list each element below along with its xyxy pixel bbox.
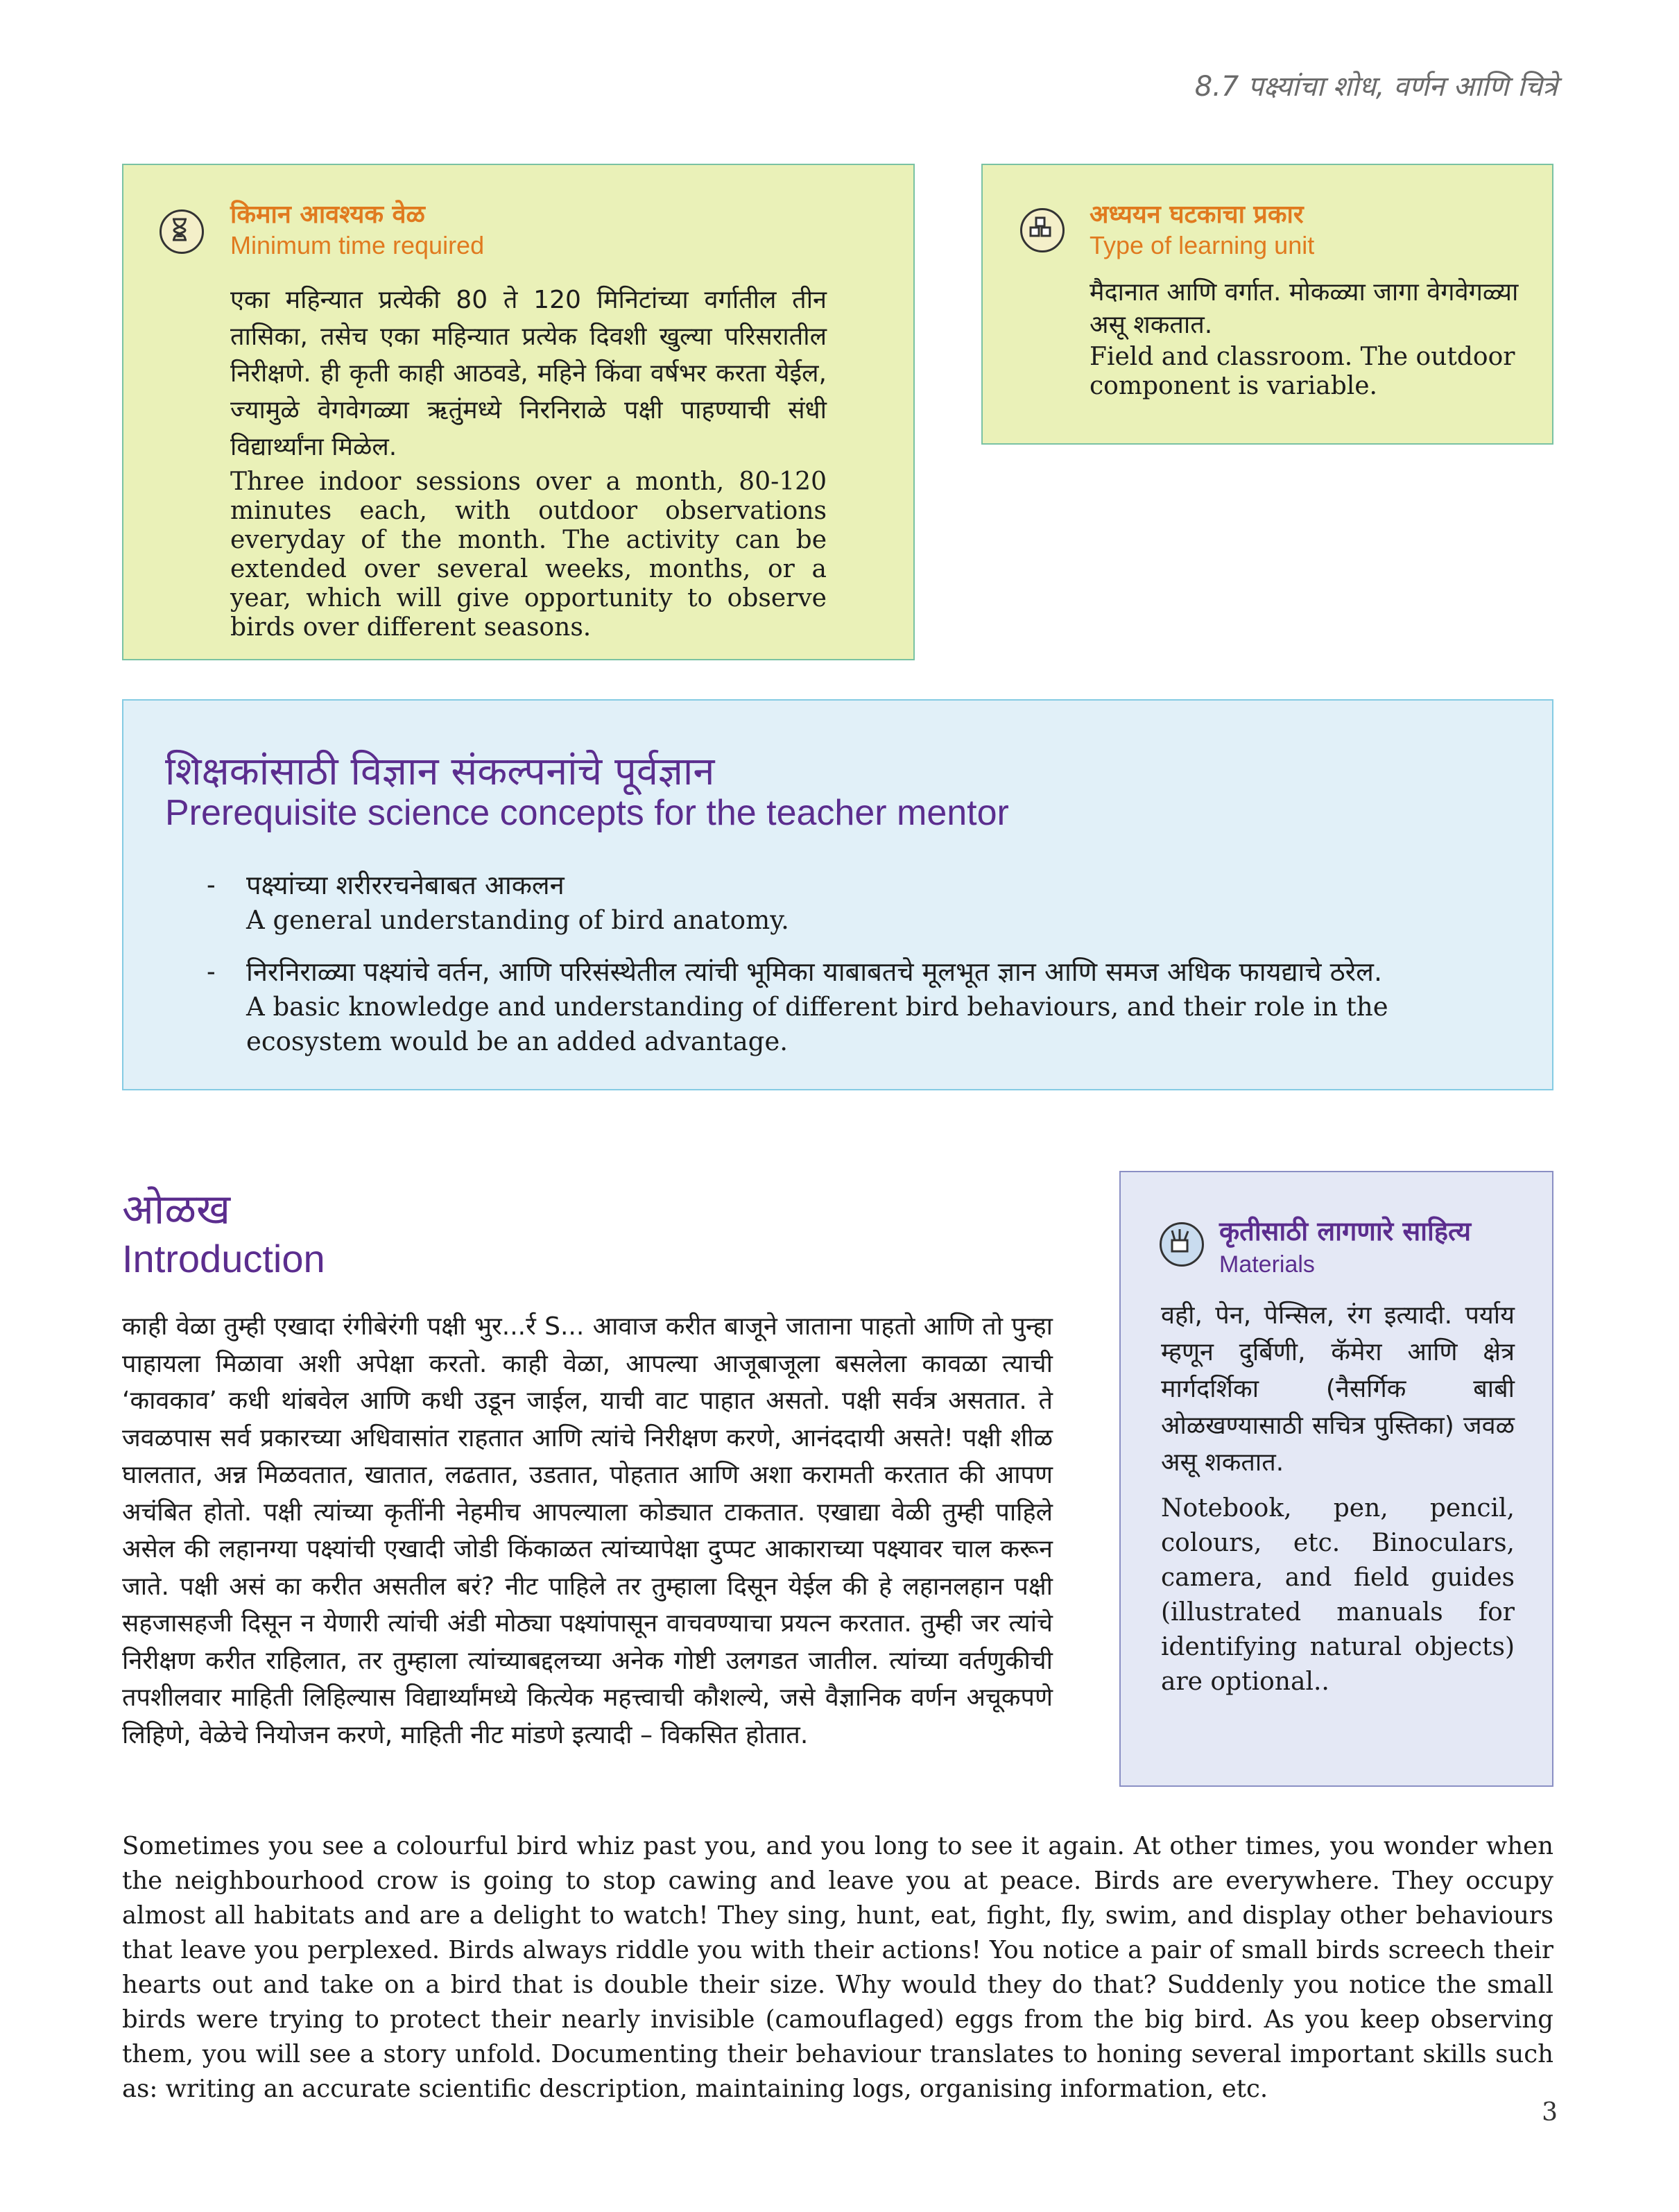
time-title-mr: किमान आवश्यक वेळ bbox=[230, 200, 425, 229]
materials-title-en: Materials bbox=[1219, 1251, 1315, 1278]
materials-title-mr: कृतीसाठी लागणारे साहित्य bbox=[1219, 1216, 1472, 1246]
prereq-item-1-en: A general understanding of bird anatomy. bbox=[246, 905, 789, 935]
intro-title-mr: ओळख bbox=[122, 1185, 231, 1234]
prereq-bullet-1: - bbox=[207, 871, 216, 900]
intro-body-en: Sometimes you see a colourful bird whiz past you, and you long to see it again. At other times, you wonder when the neighbourhood crow is going to stop cawing and leave you at peace. Birds are everywhere. They occupy almost all habitats and are a delight to watch! They sing, hunt, eat, fight, fly, swim, and display other behaviours that leave you perplexed. Birds always riddle you with their actions! You notice a pair of small birds screech their hearts out and take on a bird that is double their size. Why would they do that? Suddenly you notice the small birds were trying to protect their nearly invisible (camouflaged) eggs from the big bird. As you keep observing them, you will see a story unfold. Documenting their behaviour translates to honing several important skills such as: writing an accurate scientific description, maintaining logs, organising information, etc. bbox=[122, 1832, 1553, 2103]
time-title-en: Minimum time required bbox=[230, 231, 485, 259]
materials-body-mr: वही, पेन, पेन्सिल, रंग इत्यादी. पर्याय म्हणून दुर्बिणी, कॅमेरा आणि क्षेत्र मार्गदर्शिका (नैसर्गिक बाबी ओळखण्यासाठी सचित्र पुस्तिका) जवळ असू शकतात. bbox=[1161, 1301, 1515, 1477]
time-body-en: Three indoor sessions over a month, 80-120 minutes each, with outdoor observations everyday of the month. The activity can be extended over several weeks, months, or a year, which will give opportunity to observe birds over different seasons. bbox=[230, 468, 827, 642]
unit-title-en: Type of learning unit bbox=[1090, 231, 1315, 259]
prereq-title-en: Prerequisite science concepts for the teacher mentor bbox=[165, 793, 1009, 833]
materials-body-en: Notebook, pen, pencil, colours, etc. Binoculars, camera, and field guides (illustrated manuals for identifying natural objects) are optional.. bbox=[1161, 1494, 1515, 1696]
time-required-box bbox=[122, 164, 915, 660]
prereq-item-1-mr: पक्ष्यांच्या शरीररचनेबाबत आकलन bbox=[246, 870, 565, 900]
prereq-item-2-en: A basic knowledge and understanding of different bird behaviours, and their role in the ecosystem would be an added advantage. bbox=[246, 992, 1388, 1056]
page-number: 3 bbox=[1542, 2098, 1558, 2127]
prereq-item-2-mr: निरनिराळ्या पक्ष्यांचे वर्तन, आणि परिसंस्थेतील त्यांची भूमिका याबाबतचे मूलभूत ज्ञान आणि समज अधिक फायद्याचे ठरेल. bbox=[246, 957, 1383, 987]
prereq-bullet-2: - bbox=[207, 957, 216, 986]
unit-title-mr: अध्ययन घटकाचा प्रकार bbox=[1090, 200, 1304, 229]
intro-title-en: Introduction bbox=[122, 1237, 325, 1280]
intro-body-mr: काही वेळा तुम्ही एखादा रंगीबेरंगी पक्षी भुर...र्र S... आवाज करीत बाजूने जाताना पाहतो आणि तो पुन्हा पाहायला मिळावा अशी अपेक्षा करतो. काही वेळा, आपल्या आजूबाजूला बसलेला कावळा त्याची ‘कावकाव’ कधी थांबवेल आणि कधी उडून जाईल, याची वाट पाहात असतो. पक्षी सर्वत्र असतात. ते जवळपास सर्व प्रकारच्या अधिवासांत राहतात आणि त्यांचे निरीक्षण करणे, आनंददायी असते! पक्षी शीळ घालतात, अन्न मिळवतात, खातात, लढतात, उडतात, पोहतात आणि अशा करामती करतात की आपण अचंबित होतो. पक्षी त्यांच्या कृतींनी नेहमीच आपल्याला कोड्यात टाकतात. एखाद्या वेळी तुम्ही पाहिले असेल की लहानग्या पक्ष्यांची एखादी जोडी किंकाळत त्यांच्यापेक्षा दुप्पट आकाराच्या पक्ष्यावर चाल करून जाते. पक्षी असं का करीत असतील बरं? नीट पाहिले तर तुम्हाला दिसून येईल की हे लहानलहान पक्षी सहजासहजी दिसून न येणारी त्यांची अंडी मोठ्या पक्ष्यांपासून वाचवण्याचा प्रयत्न करतात. तुम्ही जर त्यांचे निरीक्षण करीत राहिलात, तर तुम्हाला त्यांच्याबद्दलच्या अनेक गोष्टी उलगडत जातील. त्यांच्या वर्तणुकीची तपशीलवार माहिती लिहिल्यास विद्यार्थ्यांमध्ये कित्येक महत्त्वाची कौशल्ये, जसे वैज्ञानिक वर्णन अचूकपणे लिहिणे, वेळेचे नियोजन करणे, माहिती नीट मांडणे इत्यादी – विकसित होतात. bbox=[122, 1312, 1053, 1749]
prerequisites-box bbox=[122, 699, 1553, 1090]
cubes-icon bbox=[1020, 208, 1065, 252]
running-header: 8.7 पक्ष्यांचा शोध, वर्णन आणि चित्रे bbox=[1194, 71, 1558, 103]
unit-body-en: Field and classroom. The outdoor component is variable. bbox=[1090, 343, 1515, 400]
learning-unit-box bbox=[981, 164, 1553, 445]
unit-body-mr: मैदानात आणि वर्गात. मोकळ्या जागा वेगवेगळ्या असू शकतात. bbox=[1090, 278, 1519, 339]
tools-icon bbox=[1160, 1222, 1204, 1267]
materials-box bbox=[1119, 1171, 1553, 1787]
prereq-title-mr: शिक्षकांसाठी विज्ञान संकल्पनांचे पूर्वज्ञान bbox=[165, 749, 715, 794]
time-body-mr: एका महिन्यात प्रत्येकी 80 ते 120 मिनिटांच्या वर्गातील तीन तासिका, तसेच एका महिन्यात प्रत्येक दिवशी खुल्या परिसरातील निरीक्षणे. ही कृती काही आठवडे, महिने किंवा वर्षभर करता येईल, ज्यामुळे वेगवेगळ्या ऋतुंमध्ये निरनिराळे पक्षी पाहण्याची संधी विद्यार्थ्यांना मिळेल. bbox=[230, 286, 827, 461]
hourglass-icon bbox=[160, 209, 204, 254]
